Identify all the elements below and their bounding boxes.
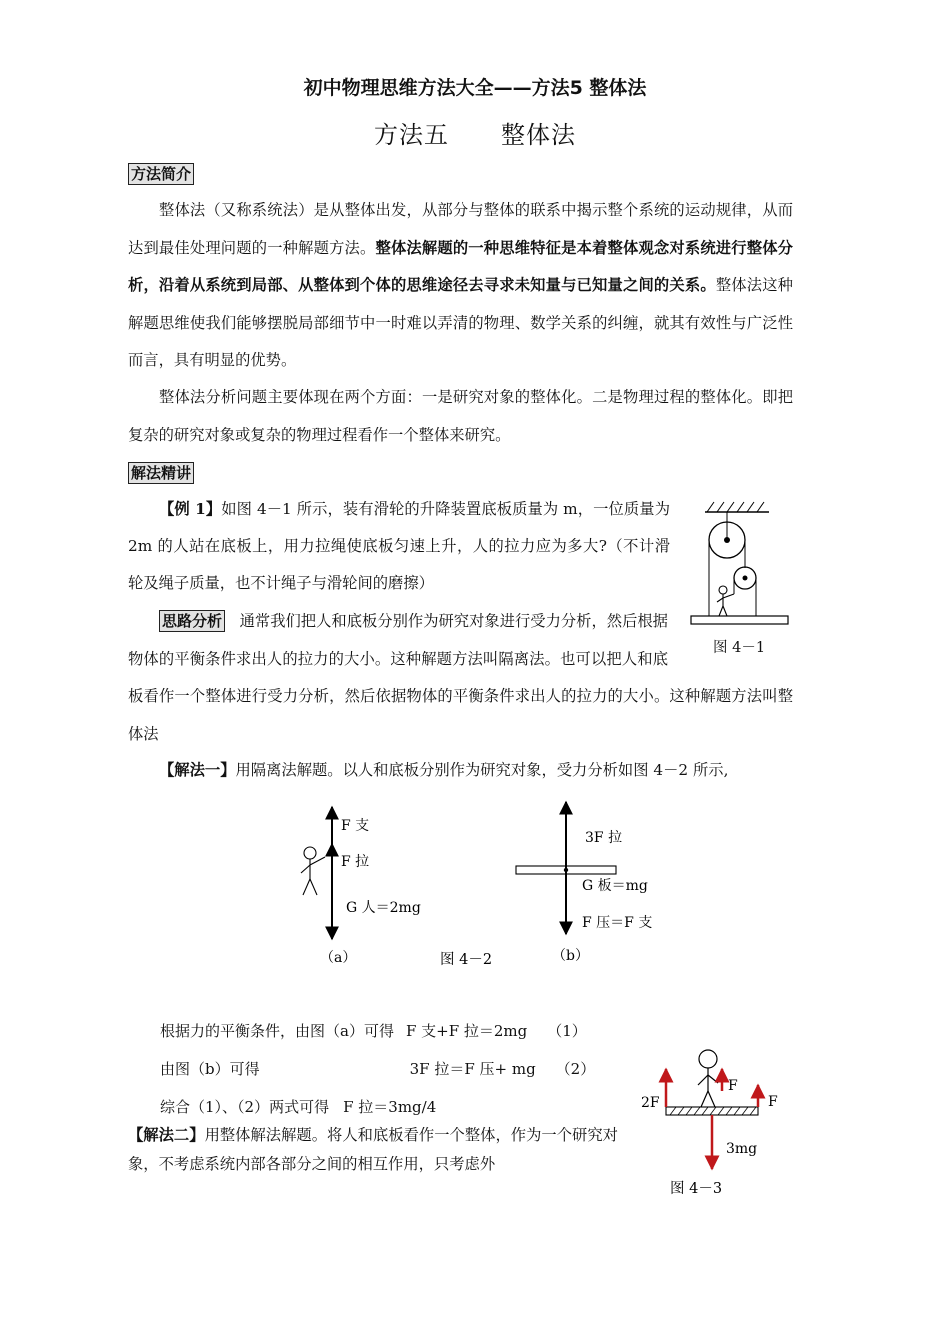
document-title: 初中物理思维方法大全——方法5 整体法	[303, 77, 647, 99]
label-2f: 2F	[641, 1095, 660, 1111]
base-plate	[691, 616, 788, 624]
subtitle-left: 方法五	[374, 121, 449, 149]
figure-4-1-caption: 图 4－1	[713, 640, 766, 656]
solution-2-paragraph: 【解法二】用整体解法解题。将人和底板看作一个整体，作为一个研究对象，不考虑系统内部各部分之间的相互作用，只考虑外	[128, 1126, 618, 1173]
label-f-right: F	[768, 1094, 778, 1110]
figure-4-1	[683, 498, 795, 633]
label-f-mid: F	[728, 1078, 738, 1094]
section-heading-intro: 方法简介	[128, 163, 194, 184]
label-a: （a）	[320, 950, 357, 966]
person-figure-4-3	[698, 1050, 718, 1107]
person-figure	[301, 847, 325, 895]
subtitle-right: 整体法	[501, 121, 576, 149]
figure-4-3	[638, 1043, 786, 1201]
figure-4-2-caption: 图 4－2	[440, 952, 493, 968]
figure-4-2	[290, 797, 670, 972]
label-f-press: F 压＝F 支	[582, 915, 653, 931]
equation-2: 由图（b）可得 3F 拉＝F 压+ mg （2）	[160, 1060, 596, 1078]
label-f-support: F 支	[341, 818, 370, 834]
intro-paragraph-1: 整体法（又称系统法）是从整体出发，从部分与整体的联系中揭示整个系统的运动规律，从而达到最佳处理问题的一种解题方法。整体法解题的一种思维特征是本着整体观念对系统进行整体分析，沿着从系统到局部、从整体到个体的思维途径去寻求未知量与已知量之间的关系。整体法这种解题思维使我们能够摆脱局部细节中一时难以弄清的物理、数学关系的纠缠，就其有效性与广泛性而言，具有明显的优势。	[128, 201, 793, 369]
figure-4-2-a	[301, 807, 332, 939]
analysis-paragraph: 思路分析 通常我们把人和底板分别作为研究对象进行受力分析，然后根据物体的平衡条件求出人的拉力的大小。这种解题方法叫隔离法。也可以把人和底板看作一个整体进行受力分析，然后依据物体的平衡条件求出人的拉力的大小。这种解题方法叫整体法	[128, 603, 793, 753]
figure-4-3-caption: 图 4－3	[670, 1181, 723, 1197]
ceiling-hatch	[707, 502, 764, 512]
analysis-label: 思路分析	[159, 610, 225, 632]
solution-1-intro: 【解法一】用隔离法解题。以人和底板分别作为研究对象，受力分析如图 4－2 所示,	[159, 761, 729, 779]
equation-3: 综合（1）、（2）两式可得 F 拉＝3mg/4	[160, 1098, 437, 1116]
label-g-plate: G 板＝mg	[582, 878, 648, 894]
intro-paragraph-2: 整体法分析问题主要体现在两个方面：一是研究对象的整体化。二是物理过程的整体化。即把复杂的研究对象或复杂的物理过程看作一个整体来研究。	[128, 388, 793, 444]
label-3mg: 3mg	[726, 1141, 758, 1157]
section-heading-methods: 解法精讲	[128, 462, 194, 483]
label-g-person: G 人＝2mg	[346, 900, 421, 916]
label-f-pull-a: F 拉	[341, 854, 370, 870]
platform	[666, 1107, 758, 1115]
example-1: 【例 1】如图 4－1 所示，装有滑轮的升降装置底板质量为 m，一位质量为 2m 的人站在底板上，用力拉绳使底板匀速上升，人的拉力应为多大?（不计滑轮及绳子质量，也不计绳子与滑轮间的磨擦）	[128, 500, 670, 592]
method-subtitle	[0, 115, 950, 150]
label-b: （b）	[552, 948, 589, 964]
label-3f-pull: 3F 拉	[585, 830, 623, 846]
stick-person	[717, 586, 734, 616]
equation-1: 根据力的平衡条件，由图（a）可得 F 支+F 拉＝2mg （1）	[160, 1022, 587, 1040]
